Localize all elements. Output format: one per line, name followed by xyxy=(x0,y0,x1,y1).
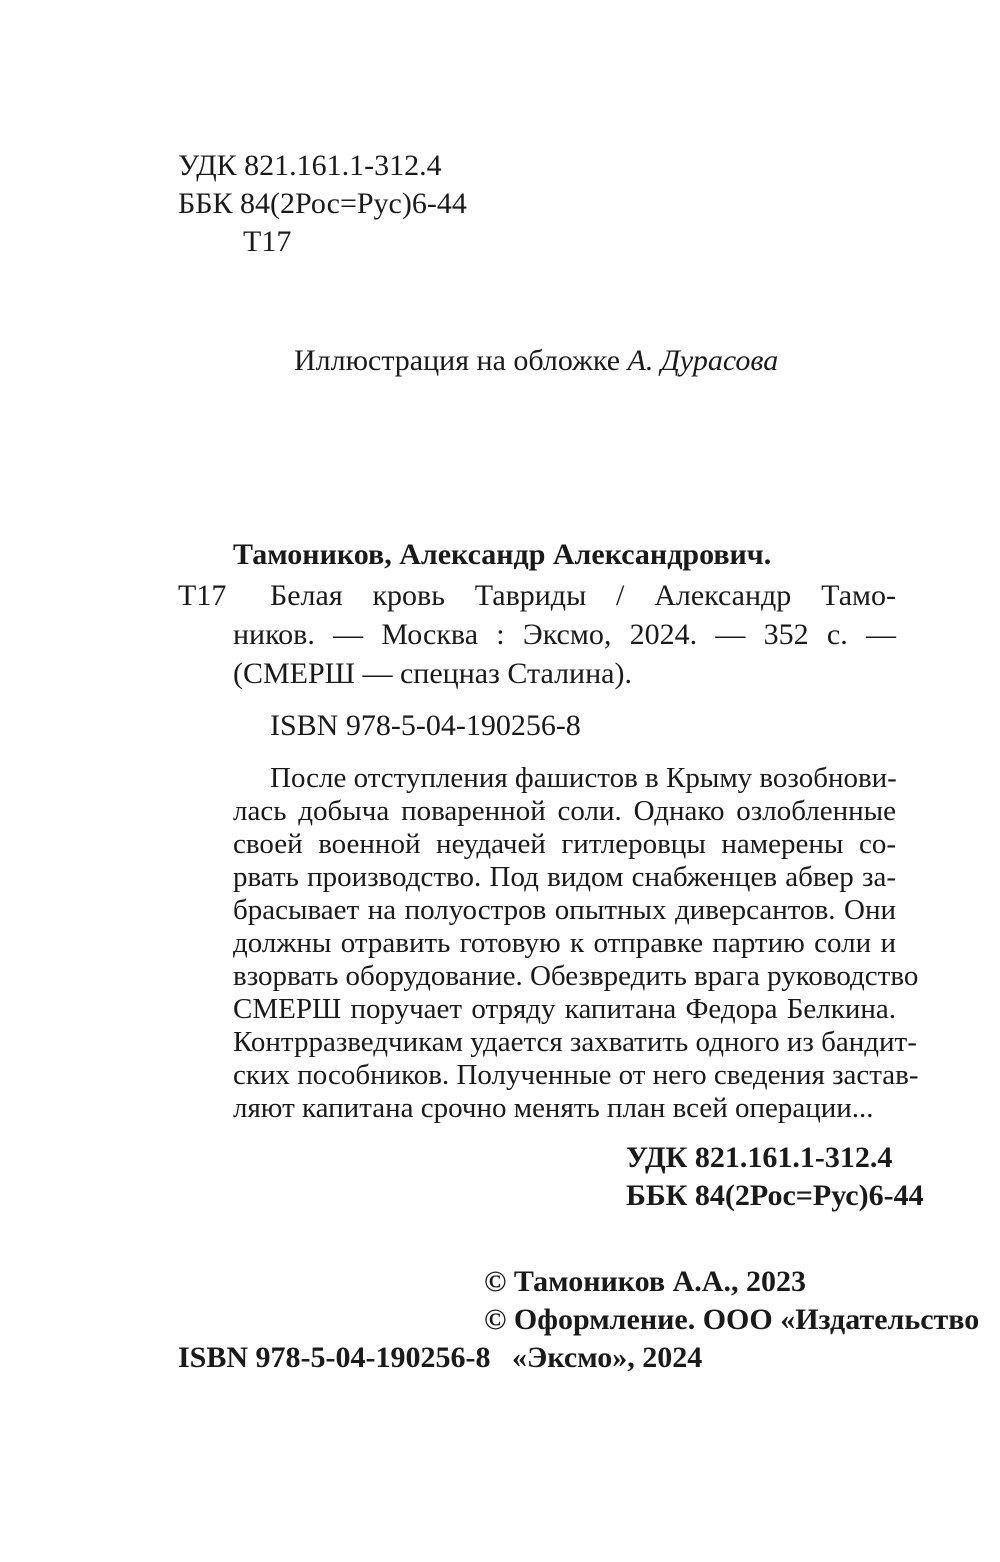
annotation-line: своей военной неудачей гитлеровцы намерены со- xyxy=(233,828,896,860)
card-author-mark: Т17 xyxy=(178,579,227,612)
illustration-artist: А. Дурасова xyxy=(627,344,779,377)
description-line: ников. — Москва : Эксмо, 2024. — 352 с. — xyxy=(233,618,896,651)
annotation-line: взорвать оборудование. Обезвредить врага руководство xyxy=(233,960,919,992)
card-bbk: ББК 84(2Рос=Рус)6-44 xyxy=(626,1179,924,1212)
annotation-line: СМЕРШ поручает отряду капитана Федора Белкина. xyxy=(233,993,896,1025)
header-author-mark: Т17 xyxy=(243,225,292,258)
annotation-line: должны отравить готовую к отправке партию соли и xyxy=(233,927,896,959)
description-line: Белая кровь Тавриды / Александр Тамо- xyxy=(270,579,896,612)
description-line: (СМЕРШ — спецназ Сталина). xyxy=(233,657,632,690)
header-udk: УДК 821.161.1-312.4 xyxy=(178,149,442,182)
header-bbk: ББК 84(2Рос=Рус)6-44 xyxy=(178,187,467,220)
annotation-line: После отступления фашистов в Крыму возобнови- xyxy=(270,762,897,794)
card-udk: УДК 821.161.1-312.4 xyxy=(626,1141,893,1174)
illustration-credit xyxy=(294,343,778,379)
footer-isbn: ISBN 978-5-04-190256-8 xyxy=(178,1341,491,1374)
annotation-line: ских пособников. Полученные от него сведения застав- xyxy=(233,1059,919,1091)
annotation-line: Контрразведчикам удается захватить одного из бандит- xyxy=(233,1026,917,1058)
annotation-line: ляют капитана срочно менять план всей операции... xyxy=(233,1092,874,1124)
illustration-prefix: Иллюстрация на обложке xyxy=(294,344,621,377)
annotation-line: рвать производство. Под видом снабженцев абвер за- xyxy=(233,861,896,893)
author-heading: Тамоников, Александр Александрович. xyxy=(233,538,772,571)
copyright-design: © Оформление. ООО «Издательство xyxy=(484,1303,980,1336)
annotation-line: брасывает на полуостров опытных диверсантов. Они xyxy=(233,894,896,926)
copyright-design-cont: «Эксмо», 2024 xyxy=(512,1341,703,1374)
annotation-line: лась добыча поваренной соли. Однако озлобленные xyxy=(233,795,896,827)
card-isbn: ISBN 978-5-04-190256-8 xyxy=(270,709,581,742)
copyright-author: © Тамоников А.А., 2023 xyxy=(484,1265,806,1298)
